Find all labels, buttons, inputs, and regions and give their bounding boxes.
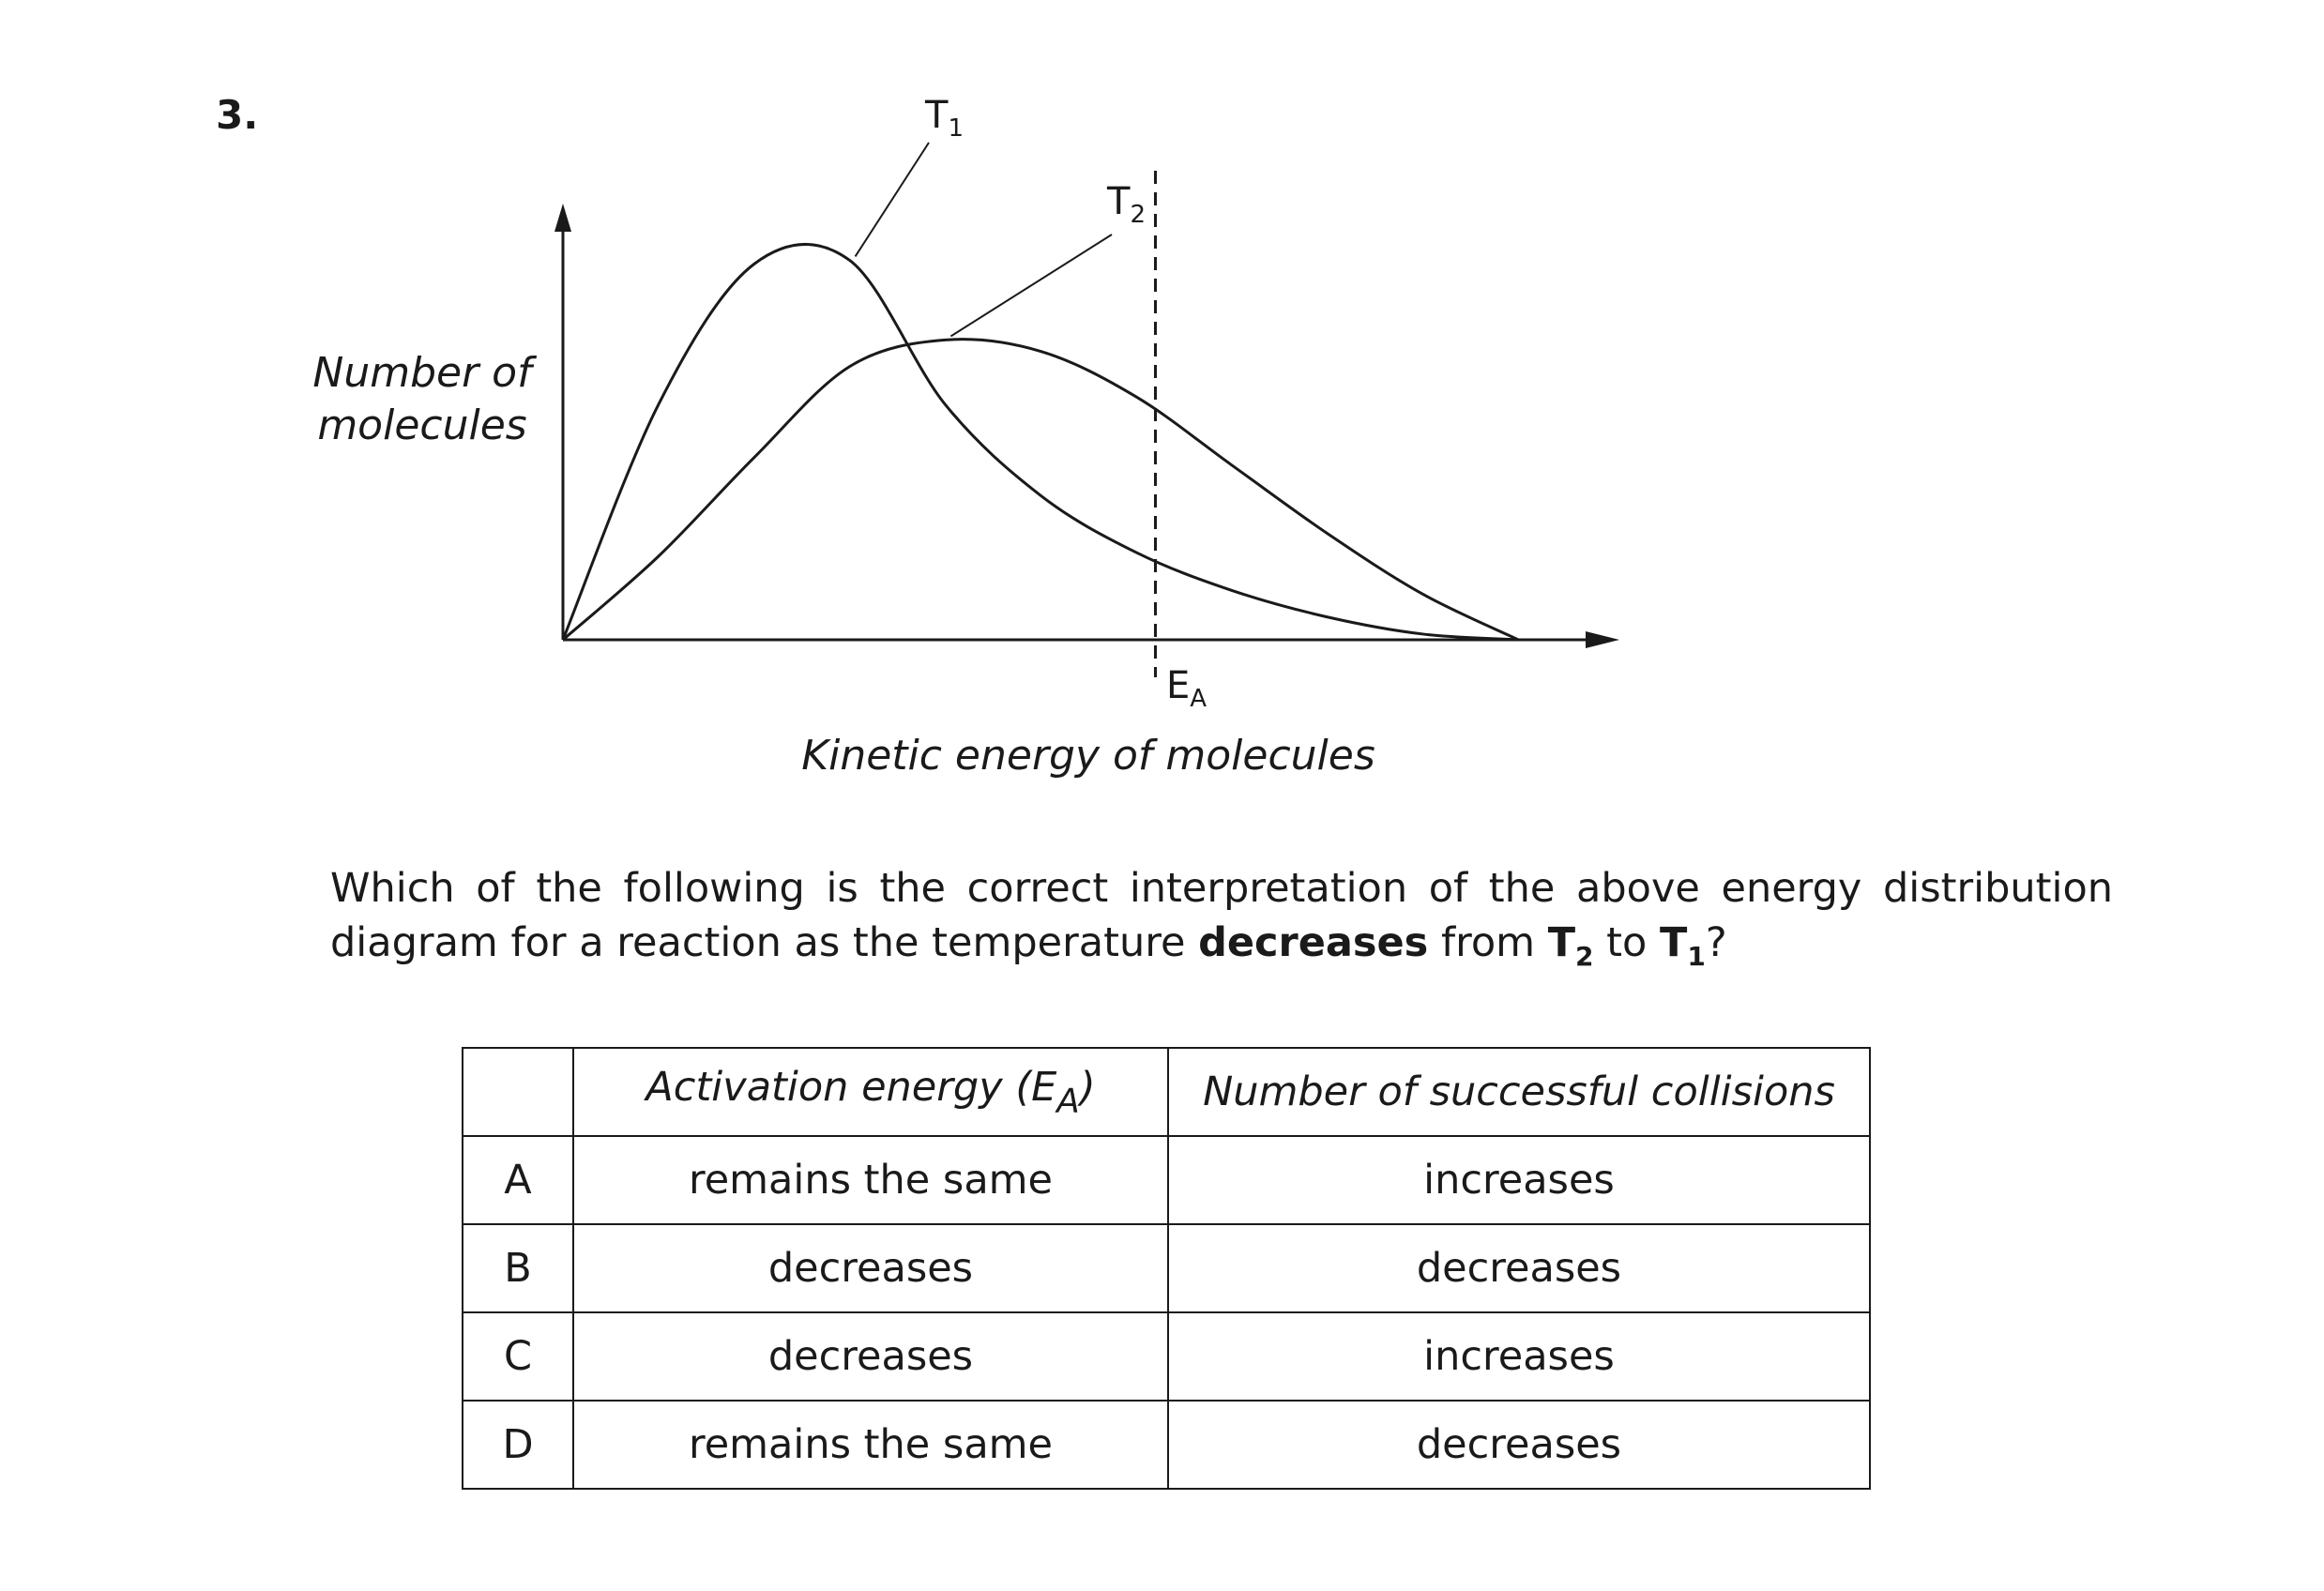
y-axis-arrow — [554, 204, 571, 232]
t1-leader-line — [856, 143, 929, 256]
t1-label: $T_1$ — [925, 94, 964, 144]
option-activation: remains the same — [573, 1401, 1168, 1489]
option-collisions: increases — [1168, 1136, 1870, 1224]
table-row — [463, 1136, 1870, 1224]
table-row — [463, 1224, 1870, 1312]
option-letter: B — [463, 1224, 573, 1312]
header-activation-energy: Activation energy $(E_A)$ — [573, 1048, 1168, 1136]
t2-leader-line — [950, 235, 1112, 336]
activation-energy-label: $E_A$ — [1166, 664, 1208, 714]
option-letter: C — [463, 1312, 573, 1401]
y-axis-label — [281, 347, 563, 452]
curve-t2 — [563, 340, 1519, 640]
answer-options-table — [462, 1047, 1871, 1490]
y-axis-label-line1: Number of — [312, 349, 532, 397]
option-activation: decreases — [573, 1224, 1168, 1312]
option-letter: D — [463, 1401, 573, 1489]
option-letter: A — [463, 1136, 573, 1224]
option-collisions: increases — [1168, 1312, 1870, 1401]
y-axis-label-line2: molecules — [317, 402, 527, 449]
option-collisions: decreases — [1168, 1224, 1870, 1312]
curve-t1 — [563, 244, 1519, 640]
question-number: 3. — [216, 92, 259, 138]
t2-label: $T_2$ — [1107, 180, 1146, 230]
x-axis-label: Kinetic energy of molecules — [801, 732, 1375, 780]
header-empty-cell — [463, 1048, 573, 1136]
option-activation: decreases — [573, 1312, 1168, 1401]
option-collisions: decreases — [1168, 1401, 1870, 1489]
chart-axes — [554, 204, 1619, 648]
table-row — [463, 1312, 1870, 1401]
x-axis-arrow — [1586, 631, 1619, 648]
table-row — [463, 1401, 1870, 1489]
option-activation: remains the same — [573, 1136, 1168, 1224]
chart-curves — [563, 143, 1519, 677]
table-header-row — [463, 1048, 1870, 1136]
header-successful-collisions: Number of successful collisions — [1168, 1048, 1870, 1136]
question-text: Which of the following is the correct interpretation of the above energy distribution diagram for a reaction as the temperature decreases from $T_2$ to $T_1$? — [330, 865, 2113, 972]
